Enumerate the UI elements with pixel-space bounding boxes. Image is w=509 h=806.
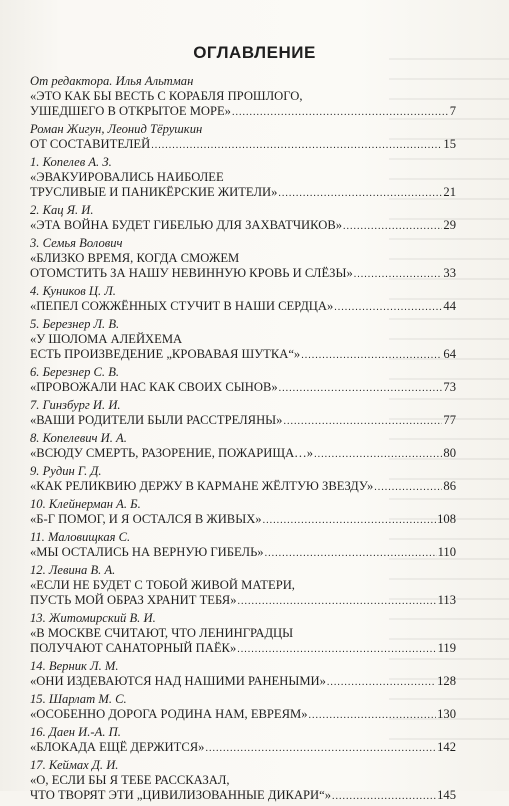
toc-entry-title-row [30,674,456,690]
dot-leader [232,105,449,120]
dot-leader [237,642,436,657]
toc-entry-page-number: 142 [437,740,456,754]
dot-leader [309,708,437,723]
toc-entry-title-line: ТРУСЛИВЫЕ И ПАНИКЁРСКИЕ ЖИТЕЛИ» [30,185,278,199]
toc-entry-page-number: 119 [437,641,456,655]
toc-entry-page-number: 128 [437,674,456,688]
toc-entry [30,464,456,495]
toc-entry-page-number: 15 [443,137,456,151]
toc-entry [30,284,456,315]
dot-leader [343,219,442,234]
toc-entry-author: 1. Копелев А. З. [30,155,112,169]
dot-leader [279,381,443,396]
toc-entry [30,611,456,657]
toc-entry [30,122,456,153]
toc-entry-title-line: «ЭТА ВОЙНА БУДЕТ ГИБЕЛЬЮ ДЛЯ ЗАХВАТЧИКОВ» [30,218,343,232]
toc-entry-title-row [30,446,456,462]
toc-entry-author: 9. Рудин Г. Д. [30,464,102,478]
toc-entry-page-number: 86 [443,479,456,493]
toc-entry-title-line: ПУСТЬ МОЙ ОБРАЗ ХРАНИТ ТЕБЯ» [30,593,237,607]
toc-entry-title-row [30,641,456,657]
toc-entry-author: 8. Копелевич И. А. [30,431,127,445]
toc-entry [30,155,456,201]
toc-entry-title-row [30,479,456,495]
toc-entry-title-row [30,707,456,723]
toc-entry-title-line: ЧТО ТВОРЯТ ЭТИ „ЦИВИЛИЗОВАННЫЕ ДИКАРИ“» [30,788,332,802]
toc-entry-title-row [30,185,456,201]
toc-entry-author: 17. Кеймах Д. И. [30,758,119,772]
dot-leader [327,675,436,690]
table-of-contents [30,74,456,806]
toc-entry-author: От редактора. Илья Альтман [30,74,194,88]
toc-entry-title-line: «ЭТО КАК БЫ ВЕСТЬ С КОРАБЛЯ ПРОШЛОГО, [30,89,303,103]
toc-entry-author: 6. Березнер С. В. [30,365,120,379]
toc-entry [30,659,456,690]
toc-entry-author: 13. Житомирский В. И. [30,611,156,625]
toc-entry [30,398,456,429]
toc-entry-page-number: 113 [437,593,456,607]
toc-entry-title-line: «В МОСКВЕ СЧИТАЮТ, ЧТО ЛЕНИНГРАДЦЫ [30,626,294,640]
toc-entry-title-line: «Б-Г ПОМОГ, И Я ОСТАЛСЯ В ЖИВЫХ» [30,512,262,526]
toc-entry-title-line: «ЕСЛИ НЕ БУДЕТ С ТОБОЙ ЖИВОЙ МАТЕРИ, [30,578,295,592]
toc-entry-title-row [30,137,456,153]
toc-entry [30,692,456,723]
toc-entry-title-line: «ОНИ ИЗДЕВАЮТСЯ НАД НАШИМИ РАНЕНЫМИ» [30,674,326,688]
toc-entry-title-row [30,545,456,561]
toc-entry [30,563,456,609]
toc-entry-author: 15. Шарлат М. С. [30,692,127,706]
toc-entry-title-line: «ПРОВОЖАЛИ НАС КАК СВОИХ СЫНОВ» [30,380,278,394]
toc-entry [30,725,456,756]
toc-entry-title-row [30,593,456,609]
toc-entry-title-line: «О, ЕСЛИ БЫ Я ТЕБЕ РАССКАЗАЛ, [30,773,230,787]
toc-entry-title-row [30,347,456,363]
toc-entry [30,530,456,561]
dot-leader [278,186,442,201]
toc-entry-title-line: УШЕДШЕГО В ОТКРЫТОЕ МОРЕ» [30,104,231,118]
toc-entry-page-number: 110 [437,545,456,559]
toc-entry-page-number: 21 [443,185,456,199]
toc-entry-page-number: 145 [437,788,456,802]
toc-entry-title-row [30,218,456,234]
toc-entry-title-line: «БЛОКАДА ЕЩЁ ДЕРЖИТСЯ» [30,740,205,754]
dot-leader [238,594,437,609]
dot-leader [334,300,442,315]
toc-entry-page-number: 130 [437,707,456,721]
toc-entry-title-line: «ПЕПЕЛ СОЖЖЁННЫХ СТУЧИТ В НАШИ СЕРДЦА» [30,299,334,313]
toc-entry-title-line: «У ШОЛОМА АЛЕЙХЕМА [30,332,183,346]
dot-leader [205,741,436,756]
toc-entry-title-line: «ВАШИ РОДИТЕЛИ БЫЛИ РАССТРЕЛЯНЫ» [30,413,283,427]
toc-entry-title-row [30,740,456,756]
toc-entry-page-number: 108 [437,512,456,526]
toc-entry-page-number: 73 [443,380,456,394]
toc-entry-title-row [30,104,456,120]
toc-entry-author: 3. Семья Волович [30,236,123,250]
toc-entry-title-line: ПОЛУЧАЮТ САНАТОРНЫЙ ПАЁК» [30,641,237,655]
page-title: ОГЛАВЛЕНИЕ [193,43,316,62]
toc-entry-title-line: ОТОМСТИТЬ ЗА НАШУ НЕВИННУЮ КРОВЬ И СЛЁЗЫ» [30,266,353,280]
toc-entry-author: 5. Березнер Л. В. [30,317,120,331]
toc-entry-page-number: 7 [449,104,456,118]
toc-entry-page-number: 29 [443,218,456,232]
toc-entry-author: 16. Даен И.-А. П. [30,725,121,739]
toc-entry-author: 11. Маловищкая С. [30,530,131,544]
toc-entry [30,203,456,234]
toc-entry-title-row [30,788,456,804]
toc-entry-page-number: 80 [443,446,456,460]
toc-entry-title-line: «КАК РЕЛИКВИЮ ДЕРЖУ В КАРМАНЕ ЖЁЛТУЮ ЗВЕЗДУ» [30,479,374,493]
toc-entry-title-row [30,413,456,429]
toc-entry-title-line: «ЭВАКУИРОВАЛИСЬ НАИБОЛЕЕ [30,170,224,184]
dot-leader [263,513,437,528]
toc-entry [30,758,456,804]
toc-entry-author: 10. Клейнерман А. Б. [30,497,141,511]
dot-leader [314,447,442,462]
toc-entry-page-number: 33 [443,266,456,280]
dot-leader [301,348,442,363]
toc-entry-page-number: 77 [443,413,456,427]
toc-entry-page-number: 44 [443,299,456,313]
toc-entry-author: Роман Жигун, Леонид Тёрушкин [30,122,203,136]
toc-entry-author: 2. Кац Я. И. [30,203,94,217]
dot-leader [374,480,442,495]
toc-entry-title-line: «МЫ ОСТАЛИСЬ НА ВЕРНУЮ ГИБЕЛЬ» [30,545,264,559]
dot-leader [151,138,442,153]
dot-leader [332,789,436,804]
toc-entry-title-line: ЕСТЬ ПРОИЗВЕДЕНИЕ „КРОВАВАЯ ШУТКА“» [30,347,301,361]
toc-entry [30,431,456,462]
toc-entry-title-row [30,512,456,528]
toc-entry-page-number: 64 [443,347,456,361]
toc-entry [30,74,456,120]
dot-leader [354,267,443,282]
toc-entry [30,497,456,528]
toc-entry-author: 12. Левина В. А. [30,563,116,577]
toc-entry [30,317,456,363]
dot-leader [283,414,442,429]
toc-entry-title-line: «ВСЮДУ СМЕРТЬ, РАЗОРЕНИЕ, ПОЖАРИЩА…» [30,446,314,460]
dot-leader [265,546,437,561]
toc-entry-title-line: ОТ СОСТАВИТЕЛЕЙ [30,137,151,151]
toc-entry-author: 4. Куников Ц. Л. [30,284,116,298]
toc-entry-title-row [30,266,456,282]
toc-entry-author: 14. Верник Л. М. [30,659,119,673]
toc-entry-title-line: «БЛИЗКО ВРЕМЯ, КОГДА СМОЖЕМ [30,251,240,265]
toc-entry [30,365,456,396]
toc-entry-title-row [30,380,456,396]
toc-entry [30,236,456,282]
toc-entry-title-row [30,299,456,315]
toc-entry-title-line: «ОСОБЕННО ДОРОГА РОДИНА НАМ, ЕВРЕЯМ» [30,707,308,721]
toc-entry-author: 7. Гинзбург И. И. [30,398,121,412]
